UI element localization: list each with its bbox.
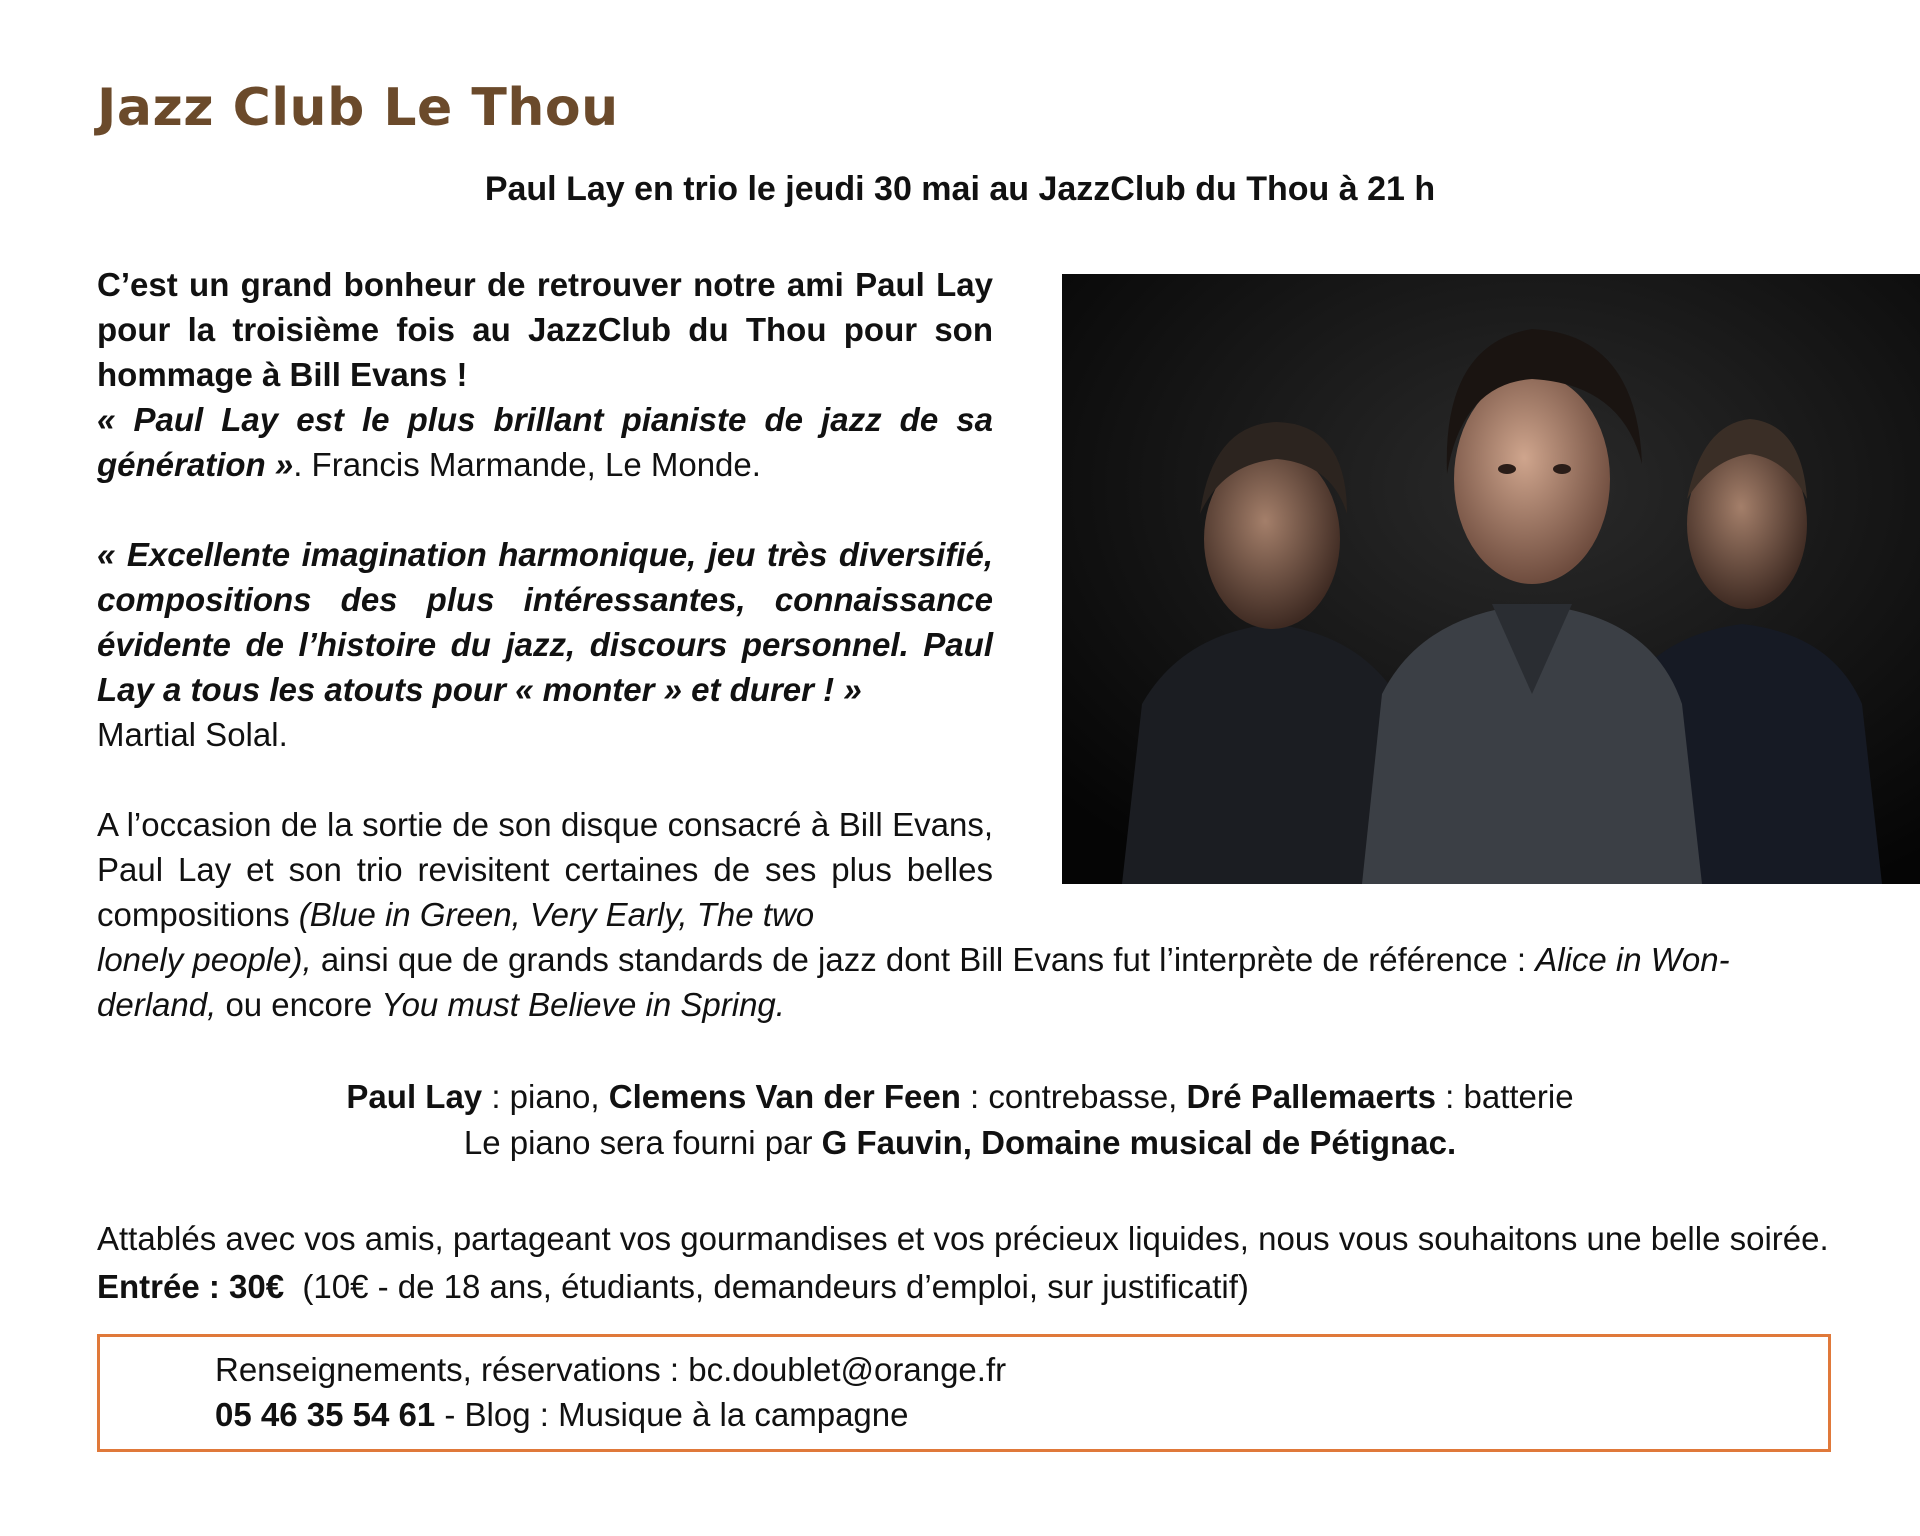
- musician-2-role: : contrebasse,: [960, 1078, 1187, 1115]
- intro-paragraph: [97, 262, 993, 397]
- intro-bold-text: C’est un grand bonheur de retrouver notre ami Paul Lay pour la troisième fois au JazzClub du Thou pour son hommage à Bill Evans !: [97, 266, 993, 393]
- album-text-1: A l’occasion de la sortie de son disque consacré à Bill Evans, Paul Lay et son trio revisitent certaines de ses plus belles compositions: [97, 806, 993, 933]
- musician-3-role: : batterie: [1436, 1078, 1574, 1115]
- album-text-2: ainsi que de grands standards de jazz dont Bill Evans fut l’interprète de référence :: [320, 941, 1527, 978]
- album-paragraph-part1: [97, 802, 993, 937]
- musician-2-name: Clemens Van der Feen: [608, 1078, 961, 1115]
- piano-provider: G Fauvin, Domaine musical de Pétignac.: [821, 1124, 1457, 1161]
- entry-label: Entrée : 30€: [97, 1268, 285, 1305]
- album-titles-1: (Blue in Green, Very Early, The two: [298, 896, 815, 933]
- club-title: Jazz Club Le Thou: [97, 78, 619, 138]
- contact-line-2: [215, 1392, 1828, 1437]
- entry-line: [97, 1264, 1837, 1309]
- lineup-line: [0, 1074, 1920, 1119]
- album-text-3: ou encore: [225, 986, 373, 1023]
- quote1-source: . Francis Marmande, Le Monde.: [293, 446, 761, 483]
- intro-column: [97, 262, 993, 937]
- piano-text: Le piano sera fourni par: [463, 1124, 822, 1161]
- contact-blog: - Blog : Musique à la campagne: [435, 1396, 909, 1433]
- musician-1-name: Paul Lay: [346, 1078, 483, 1115]
- quote2-paragraph: [97, 532, 993, 712]
- album-titles-2: lonely people),: [97, 941, 312, 978]
- album-paragraph-part2: [97, 937, 1837, 982]
- album-paragraph-part3: [97, 982, 1837, 1027]
- musician-3-name: Dré Pallemaerts: [1186, 1078, 1436, 1115]
- trio-photo-illustration: [1062, 274, 1920, 884]
- quote2-text: « Excellente imagination harmonique, jeu très diversifié, compositions des plus intéressantes, connaissance évidente de l’histoire du jazz, discours personnel. Paul Lay a tous les atouts pour « monter » et durer ! »: [97, 536, 993, 708]
- trio-photo: [1062, 274, 1920, 884]
- contact-box: [97, 1334, 1831, 1452]
- quote1-paragraph: [97, 397, 993, 487]
- quote1-text: « Paul Lay est le plus brillant pianiste de jazz de sa génération »: [97, 401, 993, 483]
- contact-line-1: Renseignements, réservations : bc.doublet@orange.fr: [215, 1351, 1007, 1388]
- wish-line: Attablés avec vos amis, partageant vos gourmandises et vos précieux liquides, nous vous souhaitons une belle soirée.: [97, 1220, 1829, 1257]
- piano-line: [0, 1120, 1920, 1165]
- event-headline: Paul Lay en trio le jeudi 30 mai au JazzClub du Thou à 21 h: [484, 170, 1436, 208]
- contact-phone: 05 46 35 54 61: [215, 1396, 436, 1433]
- album-titles-5: You must Believe in Spring.: [381, 986, 785, 1023]
- quote2-source: Martial Solal.: [97, 716, 288, 753]
- musician-1-role: : piano,: [482, 1078, 609, 1115]
- entry-details: (10€ - de 18 ans, étudiants, demandeurs d’emploi, sur justificatif): [284, 1268, 1249, 1305]
- album-titles-3: Alice in Won-: [1535, 941, 1730, 978]
- album-titles-4: derland,: [97, 986, 217, 1023]
